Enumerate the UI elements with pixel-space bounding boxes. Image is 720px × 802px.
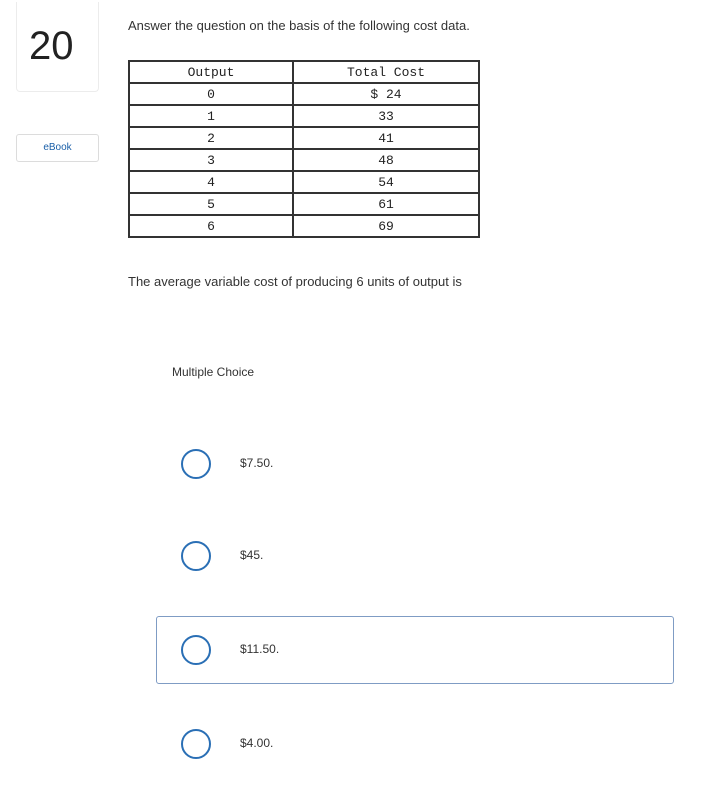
output-cell: 5 (129, 193, 293, 215)
output-cell: 2 (129, 127, 293, 149)
output-cell: 1 (129, 105, 293, 127)
total-cost-cell: 48 (293, 149, 479, 171)
radio-button-icon[interactable] (181, 635, 211, 665)
radio-button-icon[interactable] (181, 449, 211, 479)
table-row (129, 171, 479, 193)
radio-button-icon[interactable] (181, 729, 211, 759)
question-number-box (16, 2, 99, 92)
table-row (129, 127, 479, 149)
choice-option-2[interactable] (156, 522, 674, 590)
choice-option-4[interactable] (156, 710, 674, 778)
choice-text: $11.50. (240, 642, 280, 656)
header-total-cost: Total Cost (293, 61, 479, 83)
table-row (129, 83, 479, 105)
table-row (129, 215, 479, 237)
table-row (129, 193, 479, 215)
question-prompt: The average variable cost of producing 6 units of output is (128, 274, 462, 289)
table-header-row (129, 61, 479, 83)
multiple-choice-label: Multiple Choice (172, 365, 255, 379)
choice-text: $45. (240, 548, 264, 562)
choice-text: $4.00. (240, 736, 274, 750)
total-cost-cell: $ 24 (293, 83, 479, 105)
cost-data-table (128, 60, 480, 238)
total-cost-cell: 41 (293, 127, 479, 149)
choice-option-3[interactable] (156, 616, 674, 684)
header-output: Output (129, 61, 293, 83)
total-cost-cell: 61 (293, 193, 479, 215)
question-intro: Answer the question on the basis of the following cost data. (128, 18, 470, 33)
ebook-button[interactable]: eBook (16, 134, 99, 162)
output-cell: 6 (129, 215, 293, 237)
total-cost-cell: 33 (293, 105, 479, 127)
radio-button-icon[interactable] (181, 541, 211, 571)
question-number: 20 (29, 24, 74, 68)
choice-option-1[interactable] (156, 430, 674, 498)
output-cell: 3 (129, 149, 293, 171)
total-cost-cell: 69 (293, 215, 479, 237)
output-cell: 0 (129, 83, 293, 105)
table-row (129, 105, 479, 127)
output-cell: 4 (129, 171, 293, 193)
choice-text: $7.50. (240, 456, 274, 470)
total-cost-cell: 54 (293, 171, 479, 193)
table-row (129, 149, 479, 171)
